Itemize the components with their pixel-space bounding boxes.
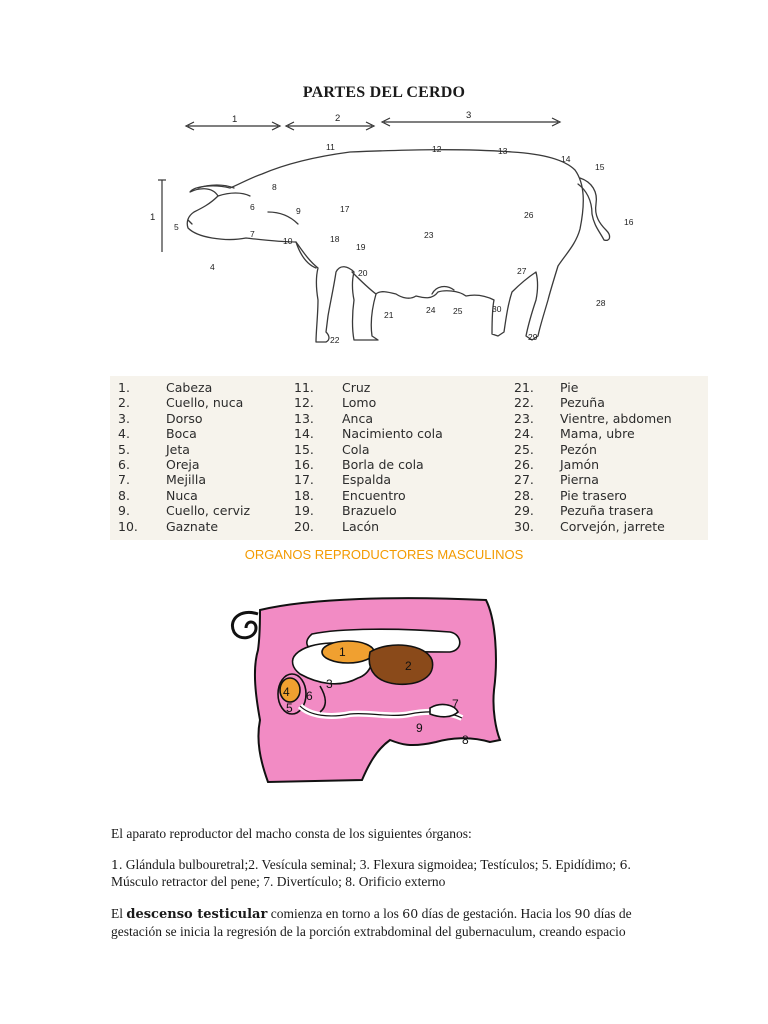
callout-label: 11: [326, 142, 335, 152]
organ-callout: 9: [416, 721, 423, 735]
legend-item: 3. Dorso: [118, 410, 203, 426]
callout-label: 20: [358, 268, 368, 278]
legend-column: [294, 380, 443, 534]
organ-callout: 1: [339, 645, 346, 659]
legend-item: 27. Pierna: [514, 472, 599, 488]
callout-label: 18: [330, 234, 340, 244]
callout-label: 6: [250, 202, 255, 212]
reproductive-organs-diagram: [200, 590, 510, 790]
organ-callout: 3: [326, 677, 333, 691]
callout-label: 26: [524, 210, 534, 220]
callout-label: 10: [283, 236, 293, 246]
legend-item: 1. Cabeza: [118, 380, 213, 395]
parts-legend: [110, 376, 708, 540]
legend-item: 8. Nuca: [118, 487, 198, 503]
callout-label: 12: [432, 144, 442, 154]
callout-label: 14: [561, 154, 571, 164]
dimension-label: 2: [335, 113, 341, 124]
legend-item: 10. Gaznate: [118, 518, 219, 534]
legend-item: 5. Jeta: [118, 441, 190, 457]
legend-item: 17. Espalda: [294, 472, 392, 488]
organ-list-paragraph: 1. Glándula bulbouretral;2. Vesícula seminal; 3. Flexura sigmoidea; Testículos; 5. Epidídimo; 6. Músculo retractor del pene; 7. Divertículo; 8. Orificio externo: [111, 857, 631, 889]
legend-item: 18. Encuentro: [294, 487, 406, 503]
organ-callout: 6: [306, 689, 313, 703]
legend-item: 25. Pezón: [514, 441, 597, 457]
dimension-label: 1: [232, 114, 238, 125]
legend-item: 22. Pezuña: [514, 395, 605, 411]
organ-callout: 4: [283, 685, 290, 699]
callout-label: 8: [272, 182, 277, 192]
pig-outline: [187, 150, 609, 342]
legend-item: 13. Anca: [294, 410, 374, 426]
bold-term: descenso testicular: [126, 907, 268, 922]
legend-item: 29. Pezuña trasera: [514, 503, 654, 519]
callout-label: 19: [356, 242, 366, 252]
legend-column: [118, 380, 250, 534]
legend-item: 21. Pie: [514, 380, 579, 395]
callout-label: 4: [210, 262, 215, 272]
legend-item: 2. Cuello, nuca: [118, 395, 244, 411]
callout-label: 29: [528, 332, 538, 342]
dimension-label: 3: [466, 110, 472, 121]
dimension-label: 1: [150, 212, 156, 223]
legend-item: 19. Brazuelo: [294, 503, 397, 519]
callout-label: 28: [596, 298, 606, 308]
organ-callout: 8: [462, 733, 469, 747]
legend-item: 16. Borla de cola: [294, 456, 424, 472]
callout-label: 27: [517, 266, 527, 276]
organ-callout: 7: [452, 697, 459, 711]
callout-label: 7: [250, 229, 255, 239]
legend-item: 4. Boca: [118, 426, 197, 442]
legend-item: 14. Nacimiento cola: [294, 426, 443, 442]
legend-item: 9. Cuello, cerviz: [118, 503, 251, 519]
callout-label: 21: [384, 310, 394, 320]
callout-label: 9: [296, 206, 301, 216]
callout-label: 25: [453, 306, 463, 316]
section-subtitle: ORGANOS REPRODUCTORES MASCULINOS: [244, 547, 524, 562]
callout-label: 16: [624, 217, 634, 227]
intro-paragraph: El aparato reproductor del macho consta de los siguientes órganos:: [111, 826, 472, 841]
callout-label: 13: [498, 146, 508, 156]
legend-item: 20. Lacón: [294, 518, 380, 534]
pig-rear-body: [232, 598, 500, 782]
legend-item: 26. Jamón: [514, 456, 600, 472]
page-title: PARTES DEL CERDO: [302, 84, 466, 101]
organ-callout: 5: [286, 701, 293, 715]
legend-item: 30. Corvejón, jarrete: [514, 518, 665, 534]
legend-item: 11. Cruz: [294, 380, 371, 395]
pig-diagram: [140, 104, 634, 354]
legend-item: 7. Mejilla: [118, 472, 207, 488]
descent-paragraph: El descenso testicular comienza en torno a los 60 días de gestación. Hacia los 90 días de gestación se inicia la regresión de la porción extrabdominal del gubernaculum, creando espacio: [111, 906, 632, 939]
callout-label: 22: [330, 335, 340, 345]
legend-item: 15. Cola: [294, 441, 370, 457]
callout-label: 17: [340, 204, 350, 214]
callout-label: 23: [424, 230, 434, 240]
callout-label: 24: [426, 305, 436, 315]
organ-callout: 2: [405, 659, 412, 673]
legend-column: [514, 380, 672, 534]
legend-item: 24. Mama, ubre: [514, 426, 635, 442]
legend-item: 12. Lomo: [294, 395, 377, 411]
callout-label: 15: [595, 162, 605, 172]
legend-item: 28. Pie trasero: [514, 487, 627, 503]
callout-label: 30: [492, 304, 502, 314]
legend-item: 6. Oreja: [118, 456, 200, 472]
legend-item: 23. Vientre, abdomen: [514, 410, 672, 426]
callout-label: 5: [174, 222, 179, 232]
